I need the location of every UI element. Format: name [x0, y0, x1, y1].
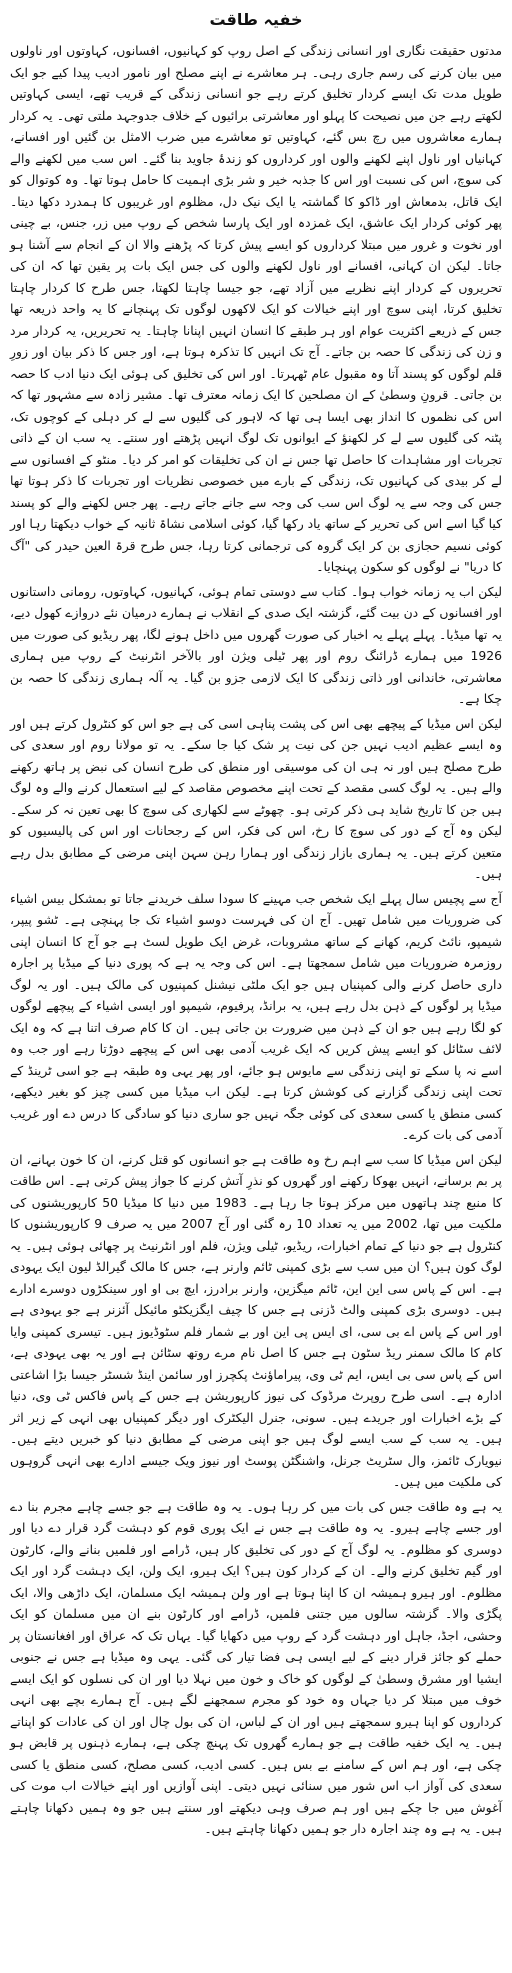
article-body [10, 40, 502, 1840]
article-paragraph: لیکن اب یہ زمانہ خواب ہوا۔ کتاب سے دوستی تمام ہوئی، کہانیوں، کہاوتوں، رومانی داستانوں اور افسانوں کے دن بیت گئے، گزشتہ ایک صدی کے انقلاب نے ہمارے درمیان نئے دروازے کھول دیے، یہ تھا میڈیا۔ پہلے پہلے یہ اخبار کی صورت گھروں میں داخل ہونے لگا، پھر ریڈیو کی صورت میں 1926 میں ہمارے ڈرائنگ روم اور پھر ٹیلی ویژن اور بالآخر انٹرنیٹ کے روپ میں ہماری معاشرتی، خاندانی اور ذاتی زندگی کا ایک لازمی جزو بن گیا۔ یہ آلہ ہماری زندگی کا حصہ بن چکا ہے۔ [10, 583, 502, 706]
article-paragraph: آج سے پچیس سال پہلے ایک شخص جب مہینے کا سودا سلف خریدنے جاتا تو بمشکل بیس اشیاء کی ضروریات میں شامل تھیں۔ آج ان کی فہرست دوسو اشیاء تک جا پہنچی ہے۔ ٹشو پیپر، شیمپو، نائٹ کریم، کھانے کے ساتھ مشروبات، غرض ایک طویل لسٹ ہے جو آج کا انسان اپنی روزمرہ ضروریات میں شامل سمجھتا ہے۔ اس کی وجہ یہ ہے کہ پوری دنیا کے میڈیا پر اجارہ داری حاصل کرنے والی کمپنیاں ہیں جو ایک ملٹی نیشنل کمپنیوں کی مالک ہیں۔ اور یہ لوگ میڈیا پر لوگوں کے ذہن بدل رہے ہیں، یہ برانڈ، پرفیوم، شیمپو اور ایسی اشیاء کے پیچھے لوگوں کو لگا رہے ہیں جو ان کے ذہن میں ضرورت بن جاتی ہیں۔ ان کا کام صرف اتنا ہے کہ وہ ایک لائف سٹائل کو ایسے پیش کریں کہ ایک غریب آدمی بھی اس کے پیچھے دوڑتا رہے اور جب وہ اسے نہ پا سکے تو اپنی زندگی سے مایوس ہو جائے، اور پھر یہی وہ طبقہ ہے جو اسی ٹرینڈ کے تحت اپنی زندگی گزارنے کی کوشش کرتا ہے۔ لیکن اب میڈیا میں کسی چیز کو بغیر دیکھے، کسی منطق یا کسی سعدی کی کوئی جگہ نہیں جو ساری دنیا کو سادگی کا درس دے اور غریب آدمی کی بات کرے۔ [10, 890, 502, 1142]
article-paragraph: مدتوں حقیقت نگاری اور انسانی زندگی کے اصل روپ کو کہانیوں، افسانوں، کہاوتوں اور ناولوں میں بیان کرنے کی رسم جاری رہی۔ ہر معاشرے نے اپنے مصلح اور نامور ادیب پیدا کیے جو ایک طویل مدت تک ایسے کردار تخلیق کرتے رہے جو انسانی زندگی کے قریب تھے، ایسی کہاوتیں لکھتے رہے جن میں نصیحت کا پہلو اور معاشرتی برائیوں کے خلاف جدوجہد ملتی تھی۔ یہ کردار ہمارے معاشروں میں رچ بس گئے، کہاوتیں تو معاشرے میں ضرب الامثل بن گئیں اور افسانے، کہانیاں اور ناول اپنے لکھنے والوں اور کرداروں کو زندۂ جاوید بنا گئے۔ اس سب میں لکھنے والے کی سوچ، اس کی نسبت اور اس کا جذبہ خیر و شر بڑی اہمیت کا حامل ہوتا تھا۔ وہ کوتوال کو ایک قاتل، بدمعاش اور ڈاکو کا گماشتہ یا ایک نیک دل، مظلوم اور غریبوں کا ہمدرد دکھا دیتا۔ پھر کوئی کردار ایک عاشق، ایک غمزدہ اور ایک پارسا شخص کے روپ میں زر، جنس، بے چینی اور نخوت و غرور میں مبتلا کرداروں کو ایسے پیش کرتا کہ پڑھنے والا ان کے انجام سے آشنا ہو جاتا۔ لیکن ان کہانی، افسانے اور ناول لکھنے والوں کی جس ایک بات پر یقین تھا کہ ان کی تحریروں کے کردار اپنے نظریے میں آزاد تھے، جو جیسا چاہتا لکھتا، جس طرح کا کردار چاہتا تخلیق کرتا، اپنی سوچ اور اپنے خیالات کو ایک لاکھوں لوگوں تک پہنچانے کا یہ واحد ذریعہ تھا جس کے ذریعے اکثریت عوام اور ہر طبقے کا انسان انہیں اپنانا چاہتا۔ یہ تحریریں، یہ کردار مرد و زن کی زندگی کا حصہ بن جاتے۔ آج تک انہیں کا تذکرہ ہوتا ہے، اور جس کا ذکر بیان اور زورِ قلم لوگوں کو پسند آتا وہ مقبول عام ٹھہرتا۔ اور اس کی تخلیق کی ہوئی ایک دنیا ادب کا حصہ بن جاتی۔ قرونِ وسطیٰ کے ان مصلحین کا ایک زمانہ معترف تھا۔ مشیر زادہ سے مشہور تھا کہ اس کی نظموں کا انداز بھی ایسا ہی تھا کہ لاہور کی گلیوں سے لے کر دہلی کے کوچوں تک، پٹنہ کی گلیوں سے لے کر لکھنؤ کے ایوانوں تک لوگ انہیں پڑھتے اور سنتے۔ یہ سب ان کے ذاتی تجربات اور مشاہدات کا حاصل تھا جس نے ان کی تخلیقات کو امر کر دیا۔ منٹو کے افسانوں سے لے کر بیدی کی کہانیوں تک، زندگی کے بارے میں خصوصی نظریات اور تجربات کا ذکر ہوتا تھا جس کی وجہ سے یہ لوگ اس سب کی وجہ سے جانے جاتے رہے۔ پھر جس لکھنے والے کو پسند کیا گیا اسے اس کی تحریر کے ساتھ یاد رکھا گیا، کوئی اسلامی نشاۃ ثانیہ کے خواب دیکھتا رہا اور کوئی نسیم حجازی بن کر ایک گروہ کی ترجمانی کرتا رہا، جس طرح قرۃ العین حیدر کی "آگ کا دریا" نے لوگوں کو سکون پہنچایا۔ [10, 43, 502, 574]
article-paragraph: لیکن اس میڈیا کا سب سے اہم رخ وہ طاقت ہے جو انسانوں کو قتل کرنے، ان کا خون بہانے، ان پر بم برسانے، انہیں بھوکا رکھنے اور گھروں کو نذرِ آتش کرنے کا جواز پیش کرتی ہے۔ اس طاقت کا منبع چند ہاتھوں میں مرکز ہوتا جا رہا ہے۔ 1983 میں دنیا کا میڈیا 50 کارپوریشنوں کی ملکیت میں تھا، 2002 میں یہ تعداد 10 رہ گئی اور آج 2007 میں یہ صرف 9 کارپوریشنوں کا کنٹرول ہے جو دنیا کے تمام اخبارات، ریڈیو، ٹیلی ویژن، فلم اور انٹرنیٹ پر چھائی ہوئی ہیں۔ یہ لوگ کون ہیں؟ ان میں سب سے بڑی کمپنی ٹائم وارنر ہے، جس کا مالک گیرالڈ لیون ایک یہودی ہے۔ اس کے پاس سی این این، ٹائم میگزین، وارنر برادرز، ایچ بی او اور سینکڑوں دوسرے ادارے ہیں۔ دوسری بڑی کمپنی والٹ ڈزنی ہے جس کا چیف ایگزیکٹو مائیکل آئزنر ہے جو یہودی ہے اور اس کے پاس اے بی سی، ای ایس پی این اور بے شمار فلم سٹوڈیوز ہیں۔ تیسری کمپنی وایا کام کا مالک سمنر ریڈ سٹون ہے جس کا اصل نام مرے روتھ سٹائن ہے اور یہ بھی یہودی ہے، اس کے پاس سی بی ایس، ایم ٹی وی، پیراماؤنٹ پکچرز اور سائمن اینڈ شسٹر جیسا بڑا اشاعتی ادارہ ہے۔ اسی طرح روپرٹ مرڈوک کی نیوز کارپوریشن ہے جس کے پاس فاکس ٹی وی، دنیا کے بڑے اخبارات اور جریدے ہیں۔ سونی، جنرل الیکٹرک اور دیگر کمپنیاں بھی انہی کے زیر اثر ہیں۔ یہ سب کے سب ایسے لوگ ہیں جو اپنی مرضی کے مطابق دنیا کو خبریں دیتے ہیں۔ نیویارک ٹائمز، وال سٹریٹ جرنل، واشنگٹن پوسٹ اور نیوز ویک جیسے ادارے بھی انہی گروہوں کی ملکیت میں ہیں۔ [10, 1151, 503, 1489]
article-paragraph: لیکن اس میڈیا کے پیچھے بھی اس کی پشت پناہی اسی کی ہے جو اس کو کنٹرول کرتے ہیں اور وہ ایسے عظیم ادیب نہیں جن کی نیت پر شک کیا جا سکے۔ یہ تو مولانا روم اور سعدی کی طرح مصلح ہیں اور نہ ہی ان کی موسیقی اور منطق کی طرح انسان کی نبض پر ہاتھ رکھنے والے ہیں۔ یہ لوگ کسی مقصد کے تحت اپنے مخصوص مقاصد کے لیے استعمال کرنے والے وہ لوگ ہیں جن کا تاریخ شاید ہی ذکر کرتی ہو۔ چھوٹے سے لکھاری کی سوچ کا بھی تعین نہ کر سکے۔ لیکن وہ آج کے دور کی سوچ کا رخ، اس کی فکر، اس کے رجحانات اور اس کی پالیسیوں کو متعین کرتے ہیں۔ یہ ہماری بازار زندگی اور ہمارا رہن سہن اپنی مرضی کے مطابق بدل رہے ہیں۔ [10, 715, 502, 881]
article-title: خفیہ طاقت [209, 10, 303, 29]
article-paragraph: یہ ہے وہ طاقت جس کی بات میں کر رہا ہوں۔ یہ وہ طاقت ہے جو جسے چاہے مجرم بنا دے اور جسے چاہے ہیرو۔ یہ وہ طاقت ہے جس نے ایک پوری قوم کو دہشت گرد قرار دے دیا اور دوسری کو مظلوم۔ یہ لوگ آج کے دور کی تخلیق کار ہیں، ڈرامے اور فلمیں بنانے والے، کارٹون اور گیم تخلیق کرنے والے۔ ان کے کردار کون ہیں؟ ایک ہیرو، ایک ولن، ایک دہشت گرد اور ایک مظلوم۔ اور ہیرو ہمیشہ ان کا اپنا ہوتا ہے اور ولن ہمیشہ ایک مسلمان، ایک داڑھی والا، ایک پگڑی والا۔ گزشتہ سالوں میں جتنی فلمیں، ڈرامے اور کارٹون بنے ان میں مسلمان کو ایک وحشی، اجڈ، جاہل اور دہشت گرد کے روپ میں دکھایا گیا۔ یہاں تک کہ عراق اور افغانستان پر حملے کو جائز قرار دینے کے لیے ایسی ہی فضا تیار کی گئی۔ یہی وہ میڈیا ہے جس نے جنوبی ایشیا اور مشرق وسطیٰ کے لوگوں کو خاک و خون میں نہلا دیا اور ان کی نسلوں کو ایک ایسے خوف میں مبتلا کر دیا جہاں وہ خود کو مجرم سمجھنے لگے ہیں۔ آج ہمارے بچے بھی انہی کرداروں کو اپنا ہیرو سمجھتے ہیں اور ان کے لباس، ان کی بول چال اور ان کی عادات کو اپناتے ہیں۔ یہ ایک خفیہ طاقت ہے جو ہمارے گھروں تک پہنچ چکی ہے، ہمارے ذہنوں پر قابض ہو چکی ہے، اور ہم اس کے سامنے بے بس ہیں۔ کسی ادیب، کسی مصلح، کسی منطق یا کسی سعدی کی آواز اب اس شور میں سنائی نہیں دیتی۔ اپنی آوازیں اور اپنے خیالات اب موت کی آغوش میں جا چکے ہیں اور ہم صرف وہی دیکھتے اور سنتے ہیں جو وہ ہمیں دکھانا چاہتے ہیں۔ یہ ہے وہ چند اجارہ دار جو ہمیں دکھانا چاہتے ہیں۔ [10, 1498, 502, 1836]
